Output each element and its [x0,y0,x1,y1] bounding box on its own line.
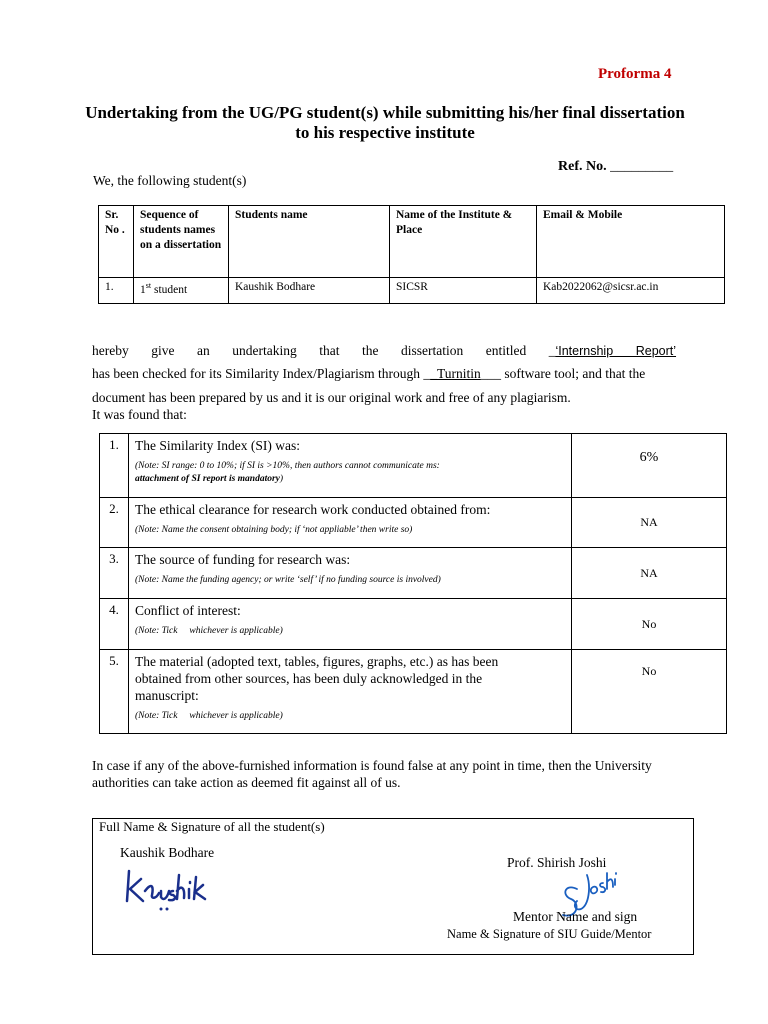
finding-row [100,498,727,548]
document-title: Undertaking from the UG/PG student(s) while submitting his/her final dissertation to his respective institute [85,103,685,142]
line2-post: ___ software tool; and that the [480,366,646,381]
finding-label: The source of funding for research was: [135,552,351,567]
finding-row [100,548,727,599]
finding-number: 1. [100,434,129,498]
cell-student-name: Kaushik Bodhare [229,278,390,304]
ref-value: _________ [606,159,674,174]
finding-label: The Similarity Index (SI) was: [135,438,300,453]
finding-note: (Note: Name the funding agency; or write ‘self’ if no funding source is involved) [135,575,441,585]
finding-note: (Note: Tick whichever is applicable) [135,626,283,636]
student-signature [121,865,221,913]
ref-number [558,159,673,175]
finding-value: 6% [572,434,727,498]
finding-row [100,599,727,650]
finding-text [129,548,572,599]
header-student-name: Students name [229,206,390,278]
line2-pre: has been checked for its Similarity Index/Plagiarism through _ [92,366,431,381]
header-institute: Name of the Institute & Place [390,206,537,278]
table-header-row [99,206,725,278]
signature-box [92,818,694,955]
cell-sequence [134,278,229,304]
undertaking-line-3: document has been prepared by us and it is our original work and free of any plagiarism. [92,390,571,405]
signature-header: Full Name & Signature of all the student(s) [99,819,325,834]
word: entitled [485,343,527,358]
dissertation-title [549,343,676,358]
title-value: ‘Internship Report’ [555,344,677,358]
word: that [319,343,340,358]
header-sr-no: Sr. No . [99,206,134,278]
undertaking-line-1 [92,339,676,363]
word: hereby [92,343,129,358]
proforma-number: Proforma 4 [598,66,672,82]
seq-number: 1 [140,283,146,296]
cell-institute: SICSR [390,278,537,304]
word: dissertation [400,343,464,358]
finding-value: NA [572,548,727,599]
finding-text [129,599,572,650]
finding-text [129,650,572,734]
finding-value: NA [572,498,727,548]
finding-value: No [572,599,727,650]
finding-value: No [572,650,727,734]
header-sequence: Sequence of students names on a dissertation [134,206,229,278]
student-name: Kaushik Bodhare [120,845,215,860]
finding-note: (Note: Name the consent obtaining body; if ‘not appliable’ then write so) [135,525,413,535]
finding-note: (Note: Tick whichever is applicable) [135,711,283,721]
header-email-mobile: Email & Mobile [537,206,725,278]
false-info-statement: In case if any of the above-furnished information is found false at any point in time, then the University authorities can take action as deemed fit against all of us. [92,758,652,790]
ref-label: Ref. No. [558,159,607,174]
finding-text [129,498,572,548]
guide-label: Name & Signature of SIU Guide/Mentor [447,927,652,941]
finding-label: The ethical clearance for research work conducted obtained from: [135,502,491,517]
word: give [151,343,175,358]
mentor-name: Prof. Shirish Joshi [507,855,607,870]
word: an [196,343,210,358]
seq-suffix: st [145,281,152,290]
finding-number: 5. [100,650,129,734]
finding-number: 3. [100,548,129,599]
finding-number: 4. [100,599,129,650]
word: the [361,343,379,358]
undertaking-line-2 [92,362,676,385]
finding-label: Conflict of interest: [135,603,241,618]
undertaking-line-4: It was found that: [92,407,187,422]
findings-table [99,433,727,734]
note-text: (Note: SI range: 0 to 10%; if SI is >10%, then authors cannot communicate ms: [135,461,440,471]
students-table [98,205,725,304]
intro-text: We, the following student(s) [93,173,247,188]
plagiarism-tool: _Turnitin [430,366,481,381]
finding-number: 2. [100,498,129,548]
cell-sr: 1. [99,278,134,304]
finding-label: The material (adopted text, tables, figures, graphs, etc.) as has been obtained from other sources, has been duly acknowledged in the manuscript: [135,654,499,703]
finding-note [135,460,565,486]
table-row [99,278,725,304]
word: undertaking [232,343,297,358]
finding-text [129,434,572,498]
seq-text: student [151,283,188,296]
cell-email: Kab2022062@sicsr.ac.in [537,278,725,304]
note-end: ) [279,474,284,484]
note-bold: attachment of SI report is mandatory [135,474,280,484]
finding-row [100,650,727,734]
mentor-label: Mentor Name and sign [513,909,638,924]
title-prefix: _ [548,343,556,358]
finding-row [100,434,727,498]
